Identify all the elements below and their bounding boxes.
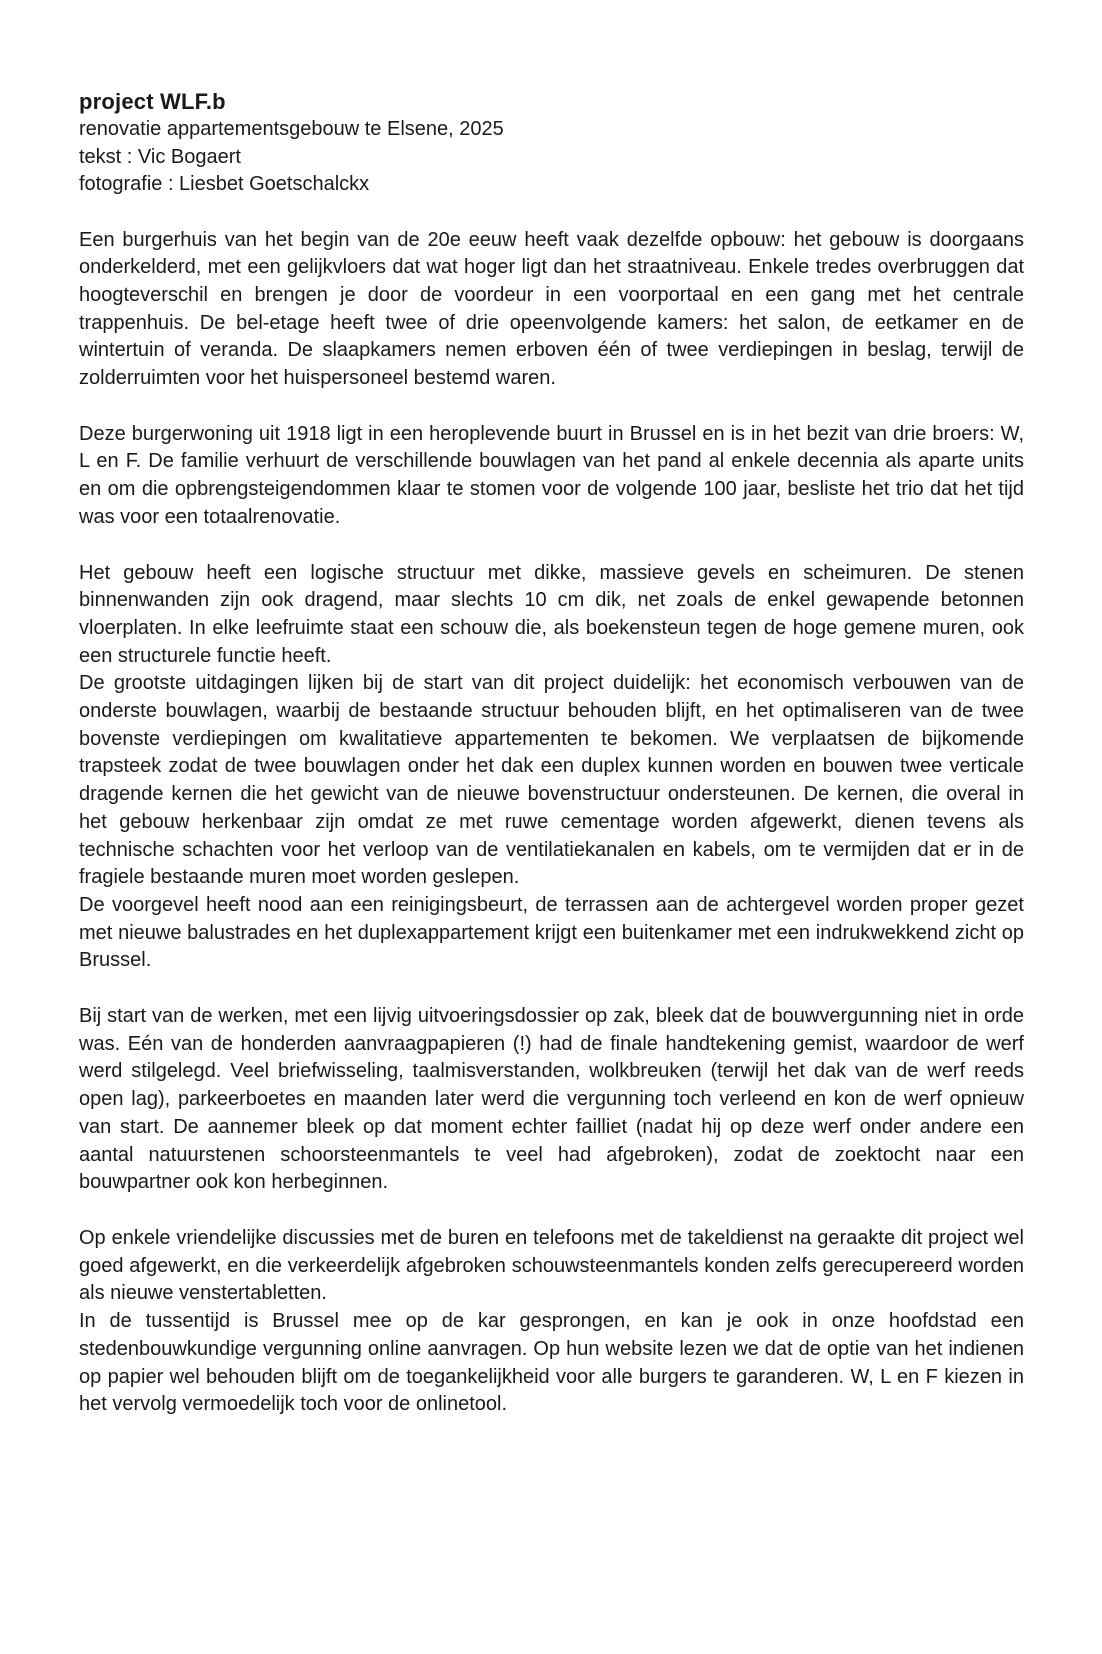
paragraph-gap [79, 532, 1024, 560]
paragraph-gap [79, 393, 1024, 421]
paragraph-gap [79, 975, 1024, 1003]
project-subtitle: renovatie appartementsgebouw te Elsene, 2025 [79, 118, 504, 140]
paragraph-facade: De voorgevel heeft nood aan een reinigingsbeurt, de terrassen aan de achtergevel worden proper gezet met nieuwe balustrades en het duplexappartement krijgt een buitenkamer met een indrukwekkend zicht op Brussel. [79, 893, 1024, 972]
paragraph-challenges: De grootste uitdagingen lijken bij de start van dit project duidelijk: het economisch verbouwen van de onderste bouwlagen, waarbij de bestaande structuur behouden blijft, en het optimaliseren van de twee bovenste verdiepingen om kwalitatieve appartementen te bekomen. We verplaatsen de bijkomende trapsteek zodat de twee bouwlagen onder het dak een duplex kunnen worden en bouwen twee verticale dragende kernen die het gewicht van de nieuwe bovenstructuur ondersteunen. De kernen, die overal in het gebouw herkenbaar zijn omdat ze met ruwe cementage worden afgewerkt, dienen tevens als technische schachten voor het verloop van de ventilatiekanalen en kabels, om te vermijden dat er in de fragiele bestaande muren moet worden geslepen. [79, 672, 1024, 889]
photo-credit: fotografie : Liesbet Goetschalckx [79, 173, 370, 195]
text-credit: tekst : Vic Bogaert [79, 145, 241, 168]
paragraph-structure: Het gebouw heeft een logische structuur met dikke, massieve gevels en scheimuren. De stenen binnenwanden zijn ook dragend, maar slechts 10 cm dik, net zoals de enkel gewapende betonnen vloerplaten. In elke leefruimte staat een schouw die, als boekensteun tegen de hoge gemene muren, ook een structurele functie heeft. [79, 561, 1024, 667]
paragraph-completion: Op enkele vriendelijke discussies met de buren en telefoons met de takeldienst na geraakte dit project wel goed afgewerkt, en die verkeerdelijk afgebroken schouwsteenmantels konden zelfs gerecupereerd worden als nieuwe venstertabletten. [79, 1227, 1024, 1305]
document-body [79, 227, 1024, 1419]
paragraph-permit: Bij start van de werken, met een lijvig uitvoeringsdossier op zak, bleek dat de bouwvergunning niet in orde was. Eén van de honderden aanvraagpapieren (!) had de finale handtekening gemist, waardoor de werf werd stilgelegd. Veel briefwisseling, taalmisverstanden, wolkbreuken (terwijl het dak van de werf reeds open lag), parkeerboetes en maanden later werd die vergunning toch verleend en kon de werf opnieuw van start. De aannemer bleek op dat moment echter failliet (nadat hij op deze werf onder andere een aantal natuurstenen schoorsteenmantels te veel had afgebroken), zodat de zoektocht naar een bouwpartner ook kon herbeginnen. [79, 1005, 1024, 1194]
paragraph-intro: Een burgerhuis van het begin van de 20e eeuw heeft vaak dezelfde opbouw: het gebouw is doorgaans onderkelderd, met een gelijkvloers dat wat hoger ligt dan het straatniveau. Enkele tredes overbruggen dat hoogteverschil en brengen je door de voordeur in een voorportaal en een gang met het centrale trappenhuis. De bel-etage heeft twee of drie opeenvolgende kamers: het salon, de eetkamer en de wintertuin of veranda. De slaapkamers nemen erboven één of twee verdiepingen in beslag, terwijl de zolderruimten voor het huispersoneel bestemd waren. [79, 228, 1024, 390]
document-page [79, 88, 1024, 1419]
paragraph-online-permit: In de tussentijd is Brussel mee op de kar gesprongen, en kan je ook in onze hoofdstad een stedenbouwkundige vergunning online aanvragen. Op hun website lezen we dat de optie van het indienen op papier wel behouden blijft om de toegankelijkheid voor alle burgers te garanderen. W, L en F kiezen in het vervolg vermoedelijk toch voor de onlinetool. [79, 1310, 1024, 1416]
paragraph-gap [79, 1197, 1024, 1225]
document-header [79, 88, 1024, 199]
project-title: project WLF.b [79, 89, 226, 114]
paragraph-owners: Deze burgerwoning uit 1918 ligt in een heroplevende buurt in Brussel en is in het bezit van drie broers: W, L en F. De familie verhuurt de verschillende bouwlagen van het pand al enkele decennia als aparte units en om die opbrengsteigendommen klaar te stomen voor de volgende 100 jaar, besliste het trio dat het tijd was voor een totaalrenovatie. [79, 422, 1024, 528]
